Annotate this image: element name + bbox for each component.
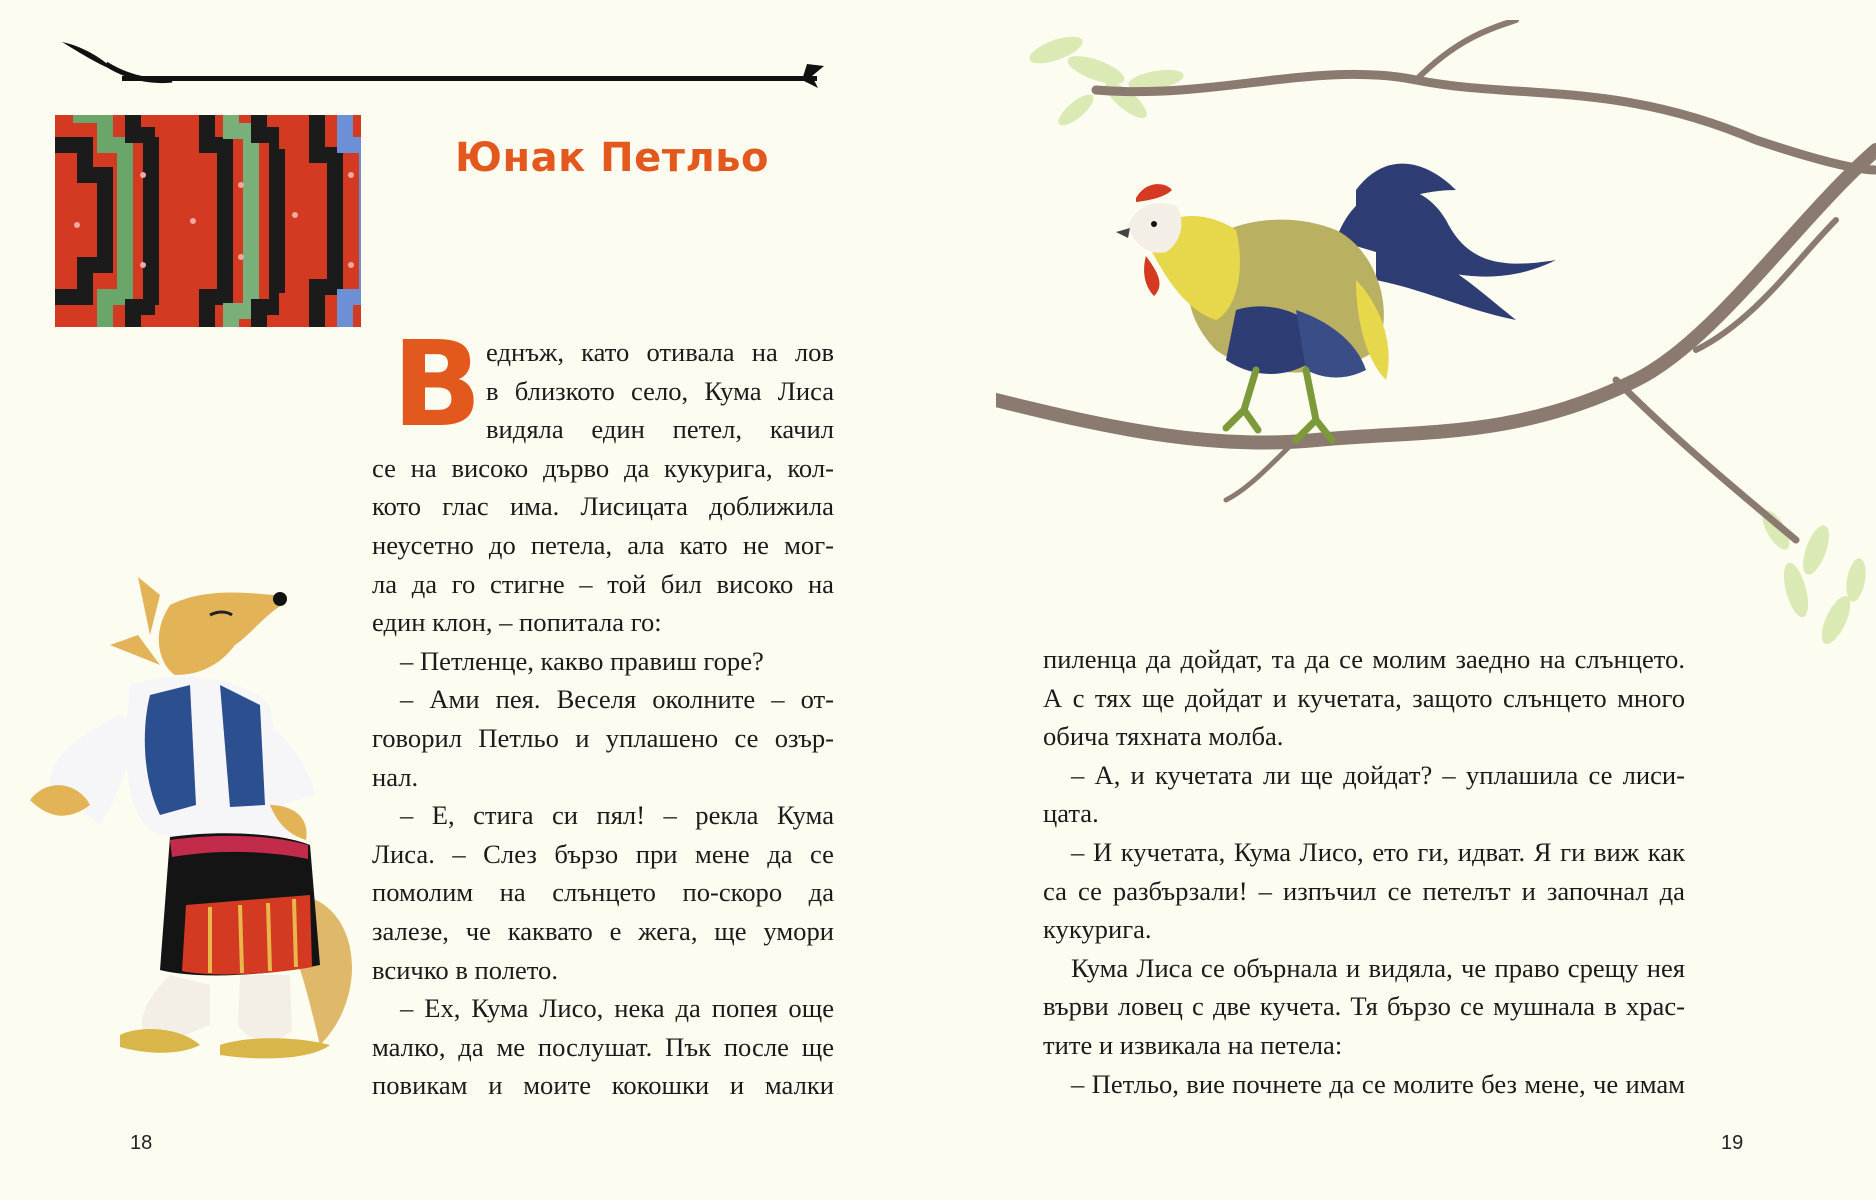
- text-line: помолим на слънцето по-скоро да: [372, 877, 834, 908]
- fox-illustration: [10, 575, 370, 1075]
- text-line: тите и извикала на петела:: [1043, 1029, 1343, 1060]
- text-line: Кума Лиса се обърнала и видяла, че право срещу нея: [1071, 952, 1685, 983]
- text-line: неусетно до петела, ала като не мог-: [372, 529, 834, 560]
- page-number: 19: [1721, 1132, 1744, 1154]
- story-title: Юнак Петльо: [455, 135, 770, 181]
- rooster-on-branch-illustration: [996, 20, 1876, 740]
- right-page-text: [1043, 640, 1685, 1103]
- text-line: залезе, че каквато е жега, ще умори: [372, 915, 834, 946]
- text-line: – Петльо, вие почнете да се молите без мене, че имам: [1071, 1068, 1685, 1099]
- text-line: повикам и моите кокошки и малки: [372, 1070, 834, 1101]
- text-line: Лиса. – Слез бързо при мене да се: [372, 838, 834, 869]
- text-line: А с тях ще дойдат и кучетата, защото слънцето много: [1043, 682, 1685, 713]
- text-line: нал.: [372, 761, 419, 792]
- folk-pattern-image: [55, 115, 361, 327]
- text-line: пиленца да дойдат, та да се молим заедно на слънцето.: [1043, 644, 1685, 674]
- text-line: – А, и кучетата ли ще дойдат? – уплашила се лиси-: [1071, 759, 1685, 790]
- text-line: малко, да ме послушат. Пък после ще: [372, 1031, 834, 1062]
- text-line: са се разбързали! – изпъчил се петелът и започнал да: [1043, 875, 1685, 906]
- text-line: – Ех, Кума Лисо, нека да попея още: [400, 993, 834, 1024]
- text-line: – Ами пея. Веселя околните – от-: [400, 684, 834, 715]
- text-line: кото глас има. Лисицата доближила: [372, 491, 834, 522]
- text-line: един клон, – попитала го:: [372, 607, 662, 638]
- text-line: цата.: [1043, 798, 1099, 829]
- text-line: – Е, стига си пял! – рекла Кума: [400, 800, 834, 831]
- text-line: еднъж, като отивала на лов: [486, 337, 834, 367]
- text-line: всичко в полето.: [372, 954, 558, 985]
- text-line: върви ловец с две кучета. Тя бързо се мушнала в храс-: [1043, 991, 1685, 1022]
- text-line: видяла един петел, качил: [486, 414, 834, 445]
- text-line: ла да го стигне – той бил високо на: [372, 568, 834, 599]
- text-line: се на високо дърво да кукурига, кол-: [372, 452, 834, 483]
- text-line: говорил Петльо и уплашено се озър-: [372, 722, 834, 753]
- text-line: в близкото село, Кума Лиса: [486, 375, 834, 406]
- decorative-rule-icon: [62, 36, 832, 96]
- text-line: кукурига.: [1043, 914, 1152, 945]
- right-page: [938, 0, 1876, 1200]
- page-number: 18: [130, 1132, 153, 1154]
- text-line: – Петленце, какво правиш горе?: [400, 645, 764, 676]
- left-page-text: [372, 333, 834, 1105]
- text-line: обича тяхната молба.: [1043, 721, 1284, 752]
- drop-cap: В: [392, 315, 482, 453]
- text-line: – И кучетата, Кума Лисо, ето ги, идват. Я ги виж как: [1071, 836, 1685, 867]
